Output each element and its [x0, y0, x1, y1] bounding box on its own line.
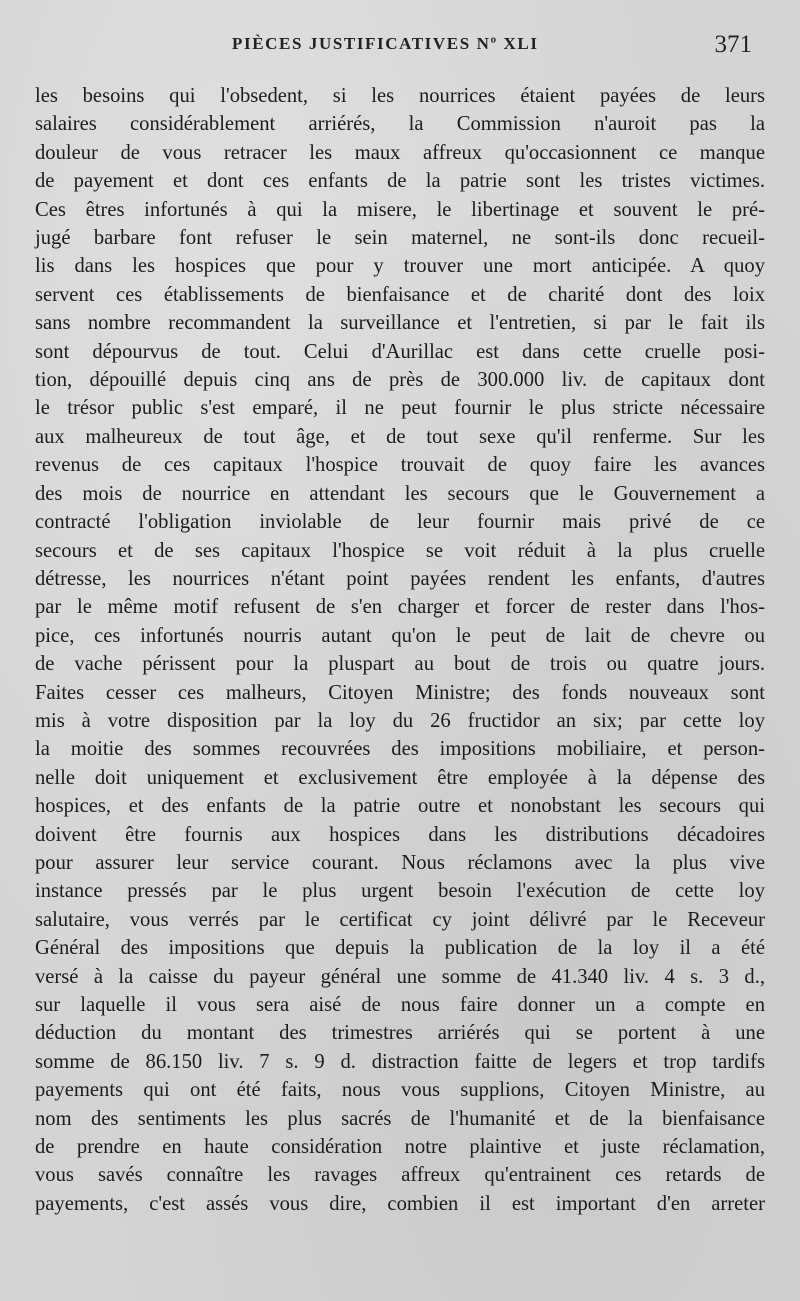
body-paragraph: [35, 82, 765, 1218]
text-line: détresse, les nourrices n'étant point payées rendent les enfants, d'autres: [35, 567, 765, 590]
text-line: somme de 86.150 liv. 7 s. 9 d. distraction faitte de legers et trop tardifs: [35, 1050, 765, 1073]
text-line: aux malheureux de tout âge, et de tout sexe qu'il renferme. Sur les: [35, 425, 765, 448]
text-line: vous savés connaître les ravages affreux qu'entrainent ces retards de: [35, 1164, 765, 1187]
text-line: tion, dépouillé depuis cinq ans de près de 300.000 liv. de capitaux dont: [35, 369, 765, 392]
text-line: instance pressés par le plus urgent besoin l'exécution de cette loy: [35, 880, 765, 903]
text-line: les besoins qui l'obsedent, si les nourrices étaient payées de leurs: [35, 85, 765, 107]
text-line: sans nombre recommandent la surveillance et l'entretien, si par le fait ils: [35, 312, 765, 335]
text-line: revenus de ces capitaux l'hospice trouvait de quoy faire les avances: [35, 454, 765, 477]
text-line: versé à la caisse du payeur général une somme de 41.340 liv. 4 s. 3 d.,: [35, 965, 765, 988]
text-line: de vache périssent pour la pluspart au bout de trois ou quatre jours.: [35, 653, 765, 676]
text-line: sont dépourvus de tout. Celui d'Aurillac est dans cette cruelle posi-: [35, 340, 765, 363]
text-line: pice, ces infortunés nourris autant qu'on le peut de lait de chevre ou: [35, 624, 765, 647]
text-line: sur laquelle il vous sera aisé de nous faire donner un a compte en: [35, 994, 765, 1016]
running-header-title: PIÈCES JUSTIFICATIVES Nº XLI: [232, 34, 539, 53]
text-line: lis dans les hospices que pour y trouver une mort anticipée. A quoy: [35, 255, 765, 278]
text-line: par le même motif refusent de s'en charger et forcer de rester dans l'hos-: [35, 596, 765, 619]
text-line: contracté l'obligation inviolable de leur fournir mais privé de ce: [35, 511, 765, 534]
text-line: la moitie des sommes recouvrées des impositions mobiliaire, et person-: [35, 738, 765, 761]
text-line: nelle doit uniquement et exclusivement être employée à la dépense des: [35, 766, 765, 789]
text-line: doivent être fournis aux hospices dans les distributions décadoires: [35, 823, 765, 846]
text-line: salutaire, vous verrés par le certificat cy joint délivré par le Receveur: [35, 908, 765, 931]
text-line: servent ces établissements de bienfaisance et de charité dont des loix: [35, 283, 765, 306]
text-line: des mois de nourrice en attendant les secours que le Gouvernement a: [35, 482, 765, 505]
text-line: de payement et dont ces enfants de la patrie sont les tristes victimes.: [35, 170, 765, 193]
text-line: de prendre en haute considération notre plaintive et juste réclamation,: [35, 1136, 765, 1159]
text-line: pour assurer leur service courant. Nous réclamons avec la plus vive: [35, 851, 765, 874]
text-line: jugé barbare font refuser le sein maternel, ne sont-ils donc recueil-: [35, 227, 765, 250]
text-line: salaires considérablement arriérés, la Commission n'auroit pas la: [35, 113, 765, 136]
running-header: [0, 31, 800, 64]
text-line: hospices, et des enfants de la patrie outre et nonobstant les secours qui: [35, 795, 765, 818]
text-line: payements, c'est assés vous dire, combien il est important d'en arreter: [35, 1192, 765, 1215]
text-line: le trésor public s'est emparé, il ne peut fournir le plus stricte nécessaire: [35, 397, 765, 420]
text-line: nom des sentiments les plus sacrés de l'humanité et de la bienfaisance: [35, 1107, 765, 1130]
text-line: douleur de vous retracer les maux affreux qu'occasionnent ce manque: [35, 141, 765, 164]
text-line: payements qui ont été faits, nous vous supplions, Citoyen Ministre, au: [35, 1079, 765, 1102]
text-line: Faites cesser ces malheurs, Citoyen Ministre; des fonds nouveaux sont: [35, 681, 765, 704]
page-number: 371: [714, 31, 752, 58]
text-line: mis à votre disposition par la loy du 26 fructidor an six; par cette loy: [35, 709, 765, 732]
text-line: déduction du montant des trimestres arriérés qui se portent à une: [35, 1022, 765, 1045]
text-line: Général des impositions que depuis la publication de la loy il a été: [35, 937, 765, 960]
text-line: Ces êtres infortunés à qui la misere, le libertinage et souvent le pré-: [35, 198, 765, 221]
text-line: secours et de ses capitaux l'hospice se voit réduit à la plus cruelle: [35, 539, 765, 562]
